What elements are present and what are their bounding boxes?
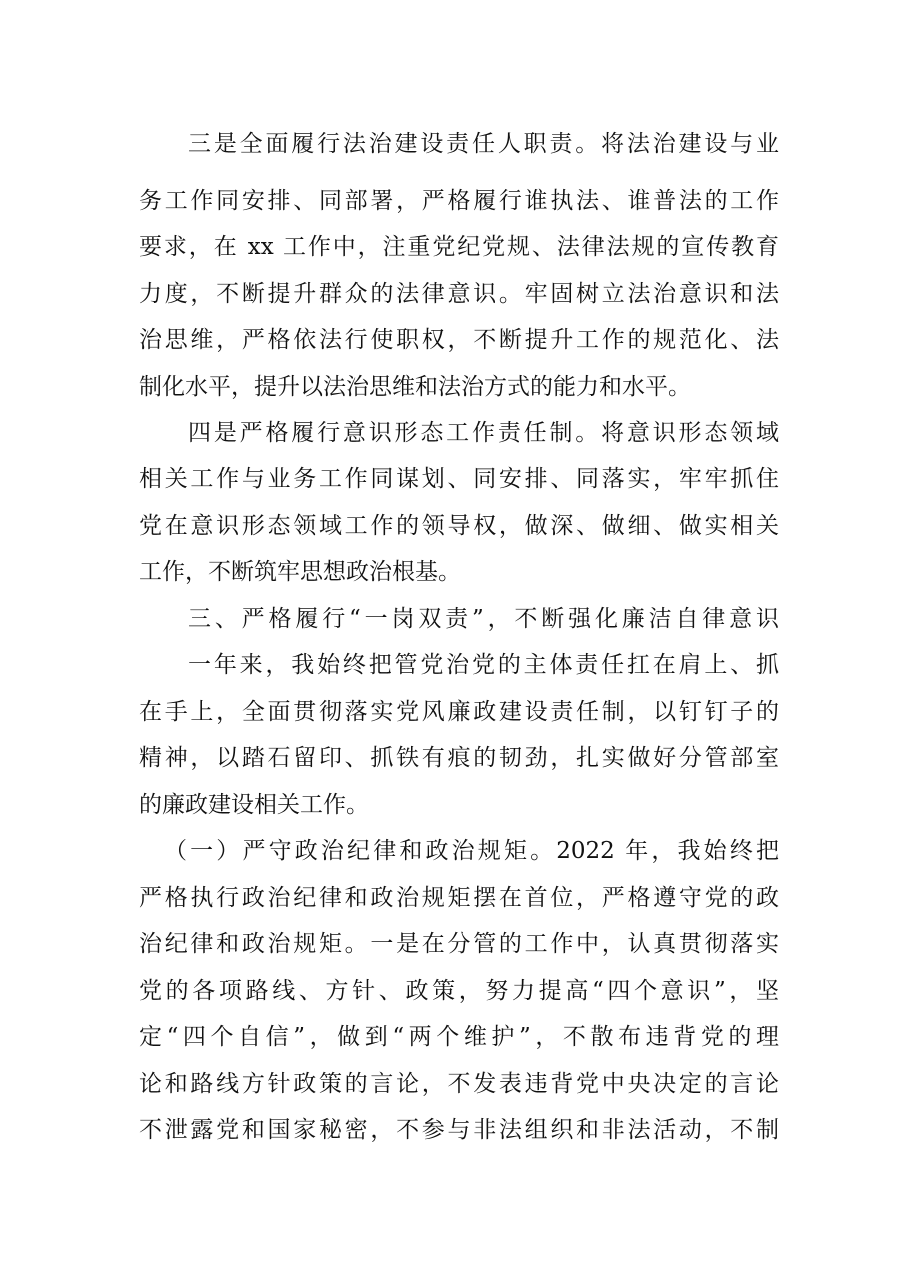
paragraph-line: 的廉政建设相关工作。 [139,792,369,818]
paragraph-line: 不泄露党和国家秘密，不参与非法组织和非法活动，不制 [139,1117,779,1143]
paragraph-line: 定“四个自信”，做到“两个维护”，不散布违背党的理 [139,1024,779,1050]
paragraph-line: 工作，不断筑牢思想政治根基。 [139,559,461,585]
paragraph-line: 治纪律和政治规矩。一是在分管的工作中，认真贯彻落实 [139,931,779,957]
paragraph-line: 论和路线方针政策的言论，不发表违背党中央决定的言论 [139,1071,779,1097]
paragraph-line: 制化水平，提升以法治思维和法治方式的能力和水平。 [139,374,691,400]
paragraph-line: 治思维，严格依法行使职权，不断提升工作的规范化、法 [139,327,779,353]
paragraph-line: 党的各项路线、方针、政策，努力提高“四个意识”，坚 [139,978,779,1004]
paragraph-line: 严格执行政治纪律和政治规矩摆在首位，严格遵守党的政 [139,885,779,911]
paragraph-line: 三是全面履行法治建设责任人职责。将法治建设与业 [188,131,779,157]
paragraph-line: 精神，以踏石留印、抓铁有痕的韧劲，扎实做好分管部室 [139,745,779,771]
paragraph-line: 四是严格履行意识形态工作责任制。将意识形态领域 [188,420,779,446]
section-heading: 三、严格履行“一岗双责”，不断强化廉洁自律意识 [188,606,779,632]
paragraph-line: 党在意识形态领域工作的领导权，做深、做细、做实相关 [139,513,779,539]
paragraph-line: 在手上，全面贯彻落实党风廉政建设责任制，以钉钉子的 [139,699,779,725]
paragraph-line: 务工作同安排、同部署，严格履行谁执法、谁普法的工作 [139,188,779,214]
paragraph-line: 要求，在 xx 工作中，注重党纪党规、法律法规的宣传教育 [139,234,779,260]
paragraph-line: 一年来，我始终把管党治党的主体责任扛在肩上、抓 [188,652,779,678]
paragraph-line: 相关工作与业务工作同谋划、同安排、同落实，牢牢抓住 [139,466,779,492]
paragraph-line: （一）严守政治纪律和政治规矩。2022 年，我始终把 [164,838,779,864]
paragraph-line: 力度，不断提升群众的法律意识。牢固树立法治意识和法 [139,281,779,307]
